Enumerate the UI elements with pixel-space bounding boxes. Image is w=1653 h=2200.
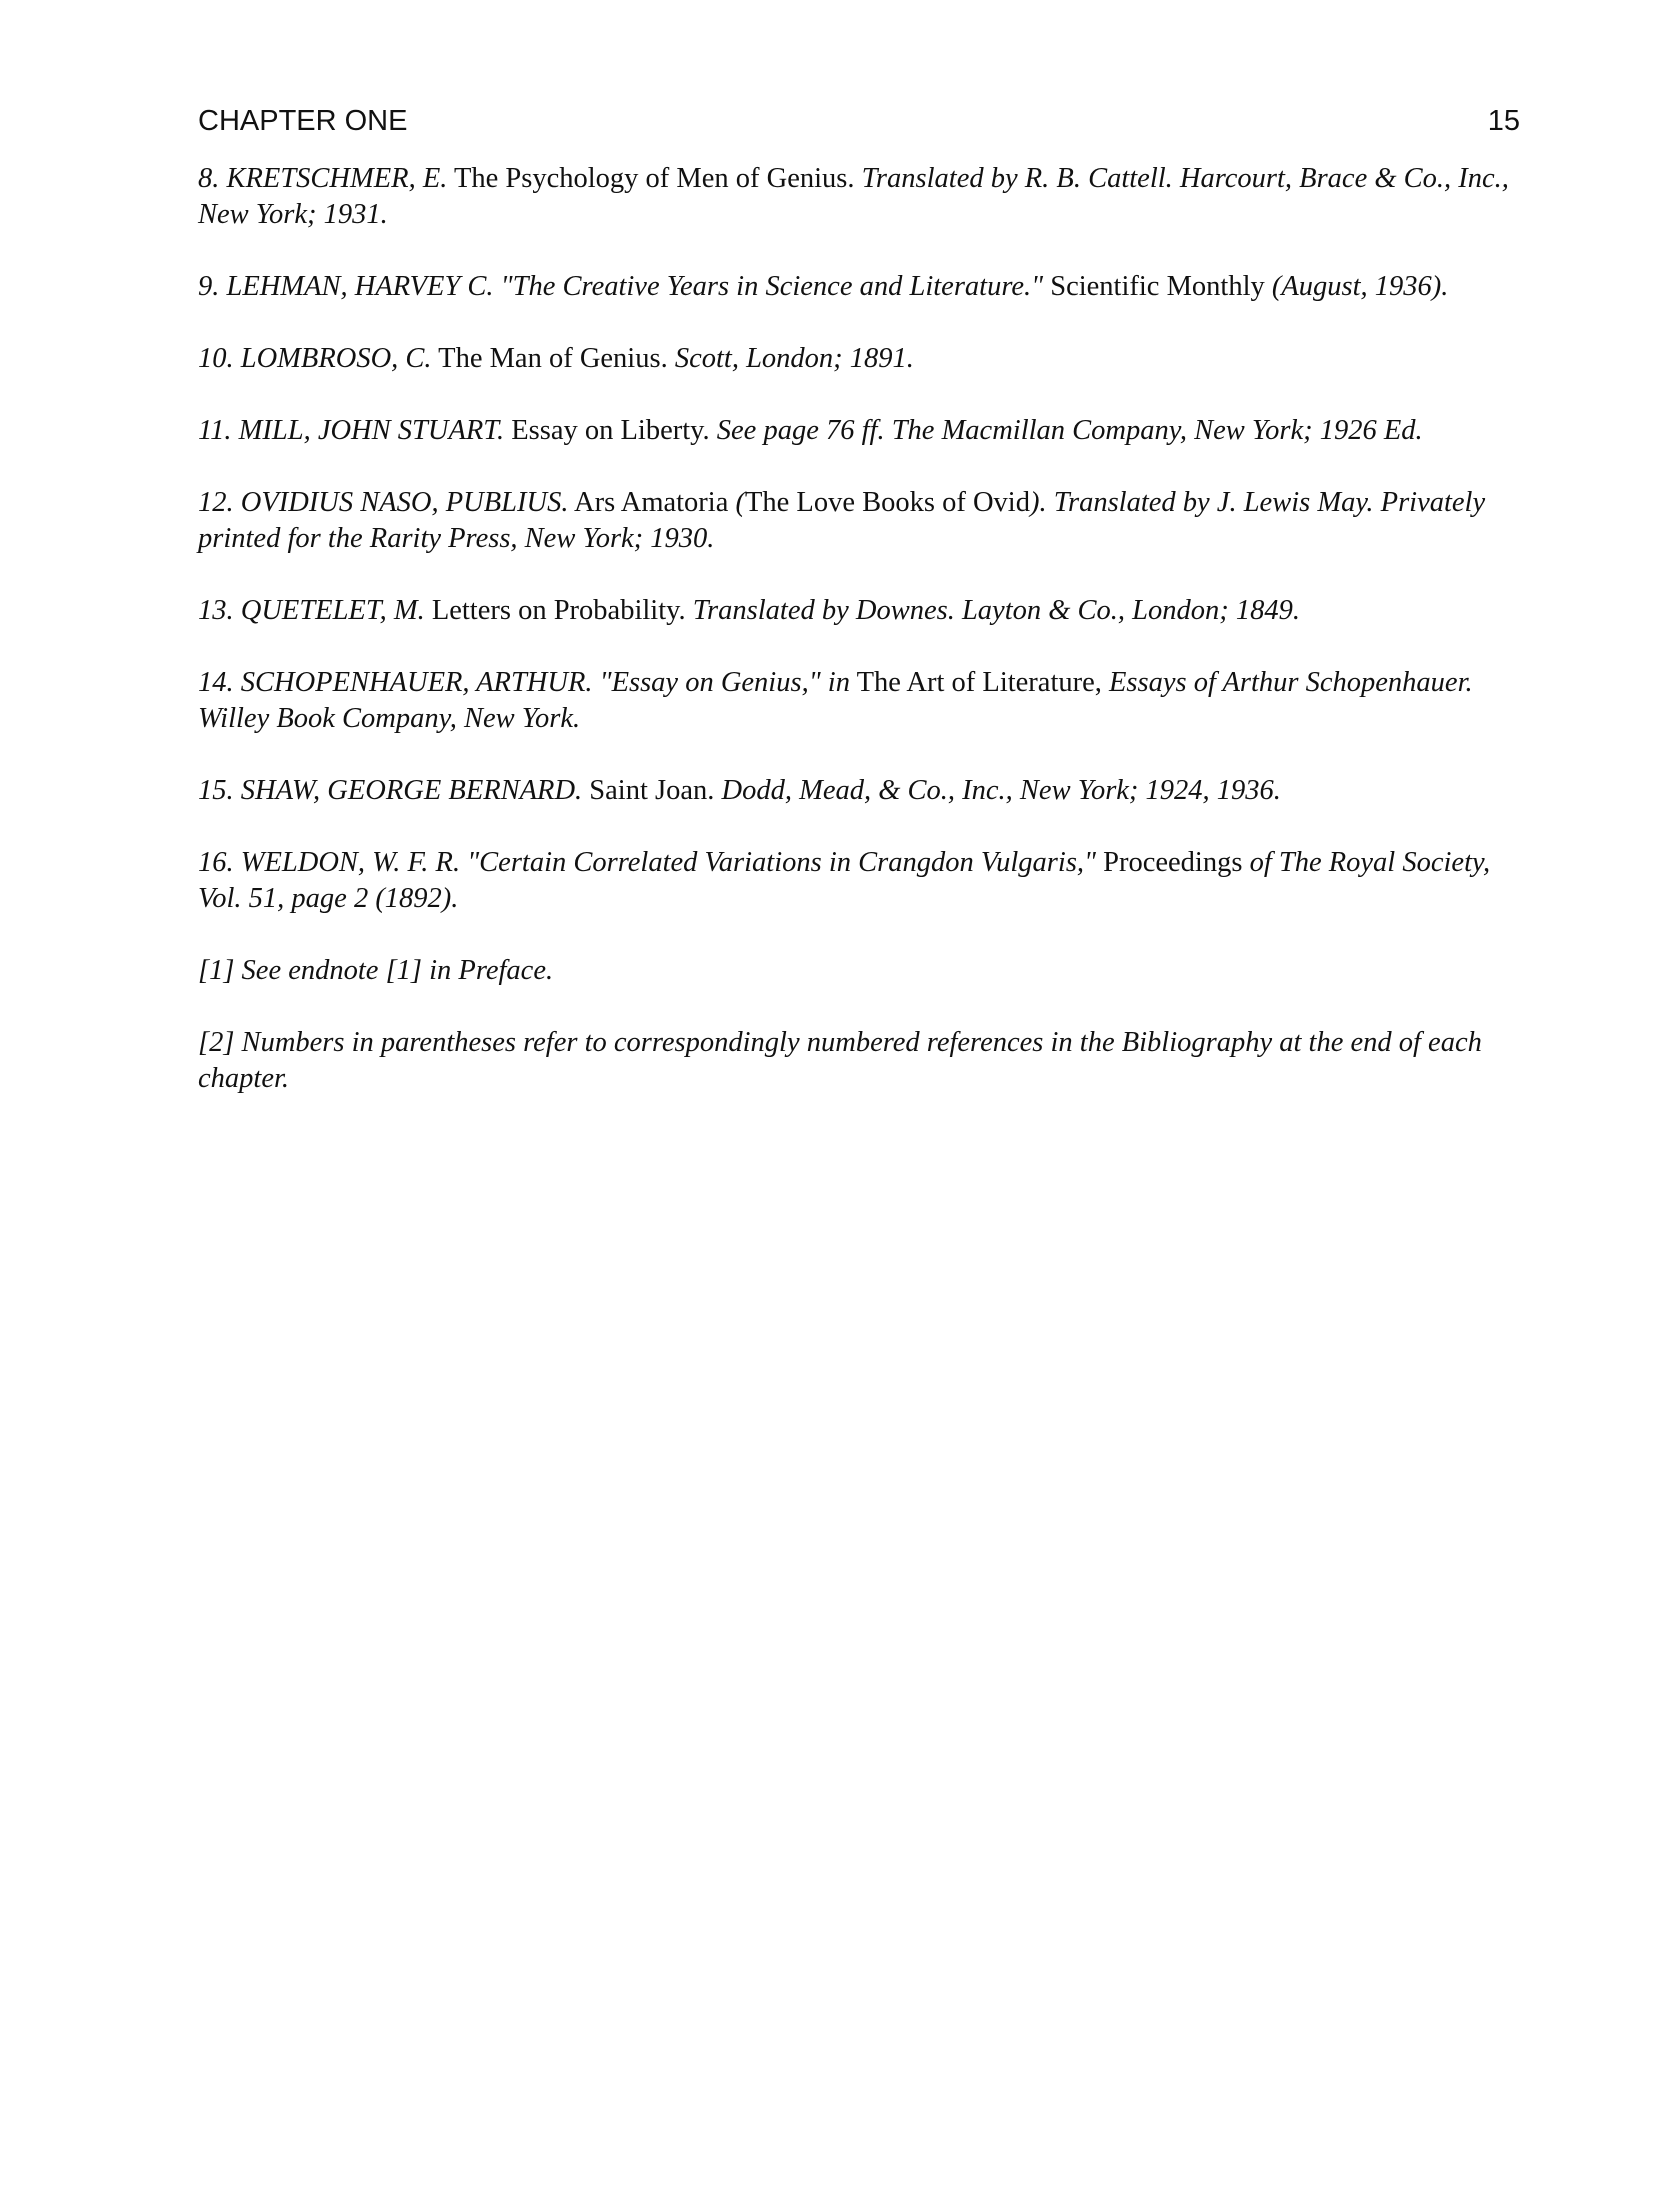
bibliography-entry <box>198 341 1528 377</box>
entry-segment: of The Royal Society, Vol. 51, page 2 (1892). <box>198 847 1491 914</box>
bibliography-entry <box>198 413 1528 449</box>
entry-segment: Essays of Arthur Schopenhauer. Willey Book Company, New York. <box>198 667 1473 734</box>
entry-segment: Proceedings <box>1096 847 1250 878</box>
endnote <box>198 1025 1528 1097</box>
bibliography-entry <box>198 485 1528 557</box>
bibliography-entry <box>198 161 1528 233</box>
entry-segment: 15. SHAW, GEORGE BERNARD. <box>198 775 583 806</box>
entry-segment: Scott, London; 1891. <box>674 343 914 374</box>
entry-segment: Ars Amatoria <box>568 487 736 518</box>
bibliography-list <box>198 161 1528 1133</box>
entry-segment: 10. LOMBROSO, C. <box>198 343 432 374</box>
entry-segment: 8. KRETSCHMER, E. <box>198 163 448 194</box>
entry-segment: ). Translated by J. Lewis May. Privately printed for the Rarity Press, New York; 1930. <box>198 487 1486 554</box>
bibliography-entry <box>198 269 1528 305</box>
entry-segment: 14. SCHOPENHAUER, ARTHUR. "Essay on Genius," in <box>198 667 850 698</box>
endnote <box>198 953 1528 989</box>
entry-segment: (August, 1936). <box>1271 271 1449 302</box>
bibliography-entry <box>198 665 1528 737</box>
entry-segment: Translated by Downes. Layton & Co., London; 1849. <box>692 595 1301 626</box>
entry-segment: 11. MILL, JOHN STUART. <box>198 415 505 446</box>
entry-segment: See page 76 ff. The Macmillan Company, New York; 1926 Ed. <box>716 415 1423 446</box>
entry-segment: Translated by R. B. Cattell. Harcourt, Brace & Co., Inc., New York; 1931. <box>198 163 1509 230</box>
bibliography-entry <box>198 593 1528 629</box>
entry-segment: [1] See endnote [1] in Preface. <box>198 955 554 986</box>
running-header <box>198 101 1520 141</box>
entry-segment: Letters on Probability. <box>424 595 693 626</box>
entry-segment: The Love Books of Ovid <box>745 487 1030 518</box>
bibliography-entry <box>198 845 1528 917</box>
entry-segment: The Psychology of Men of Genius. <box>447 163 862 194</box>
entry-segment: Scientific Monthly <box>1043 271 1272 302</box>
page-number: 15 <box>1487 105 1520 137</box>
chapter-title: CHAPTER ONE <box>198 105 408 137</box>
entry-segment: Saint Joan. <box>582 775 722 806</box>
entry-segment: [2] Numbers in parentheses refer to correspondingly numbered references in the Bibliography at the end of each chapter. <box>198 1027 1482 1094</box>
entry-segment: Dodd, Mead, & Co., Inc., New York; 1924, 1936. <box>721 775 1281 806</box>
entry-segment: The Art of Literature, <box>849 667 1109 698</box>
entry-segment: 9. LEHMAN, HARVEY C. "The Creative Years in Science and Literature." <box>198 271 1044 302</box>
entry-segment: ( <box>735 487 745 518</box>
entry-segment: The Man of Genius. <box>431 343 675 374</box>
entry-segment: Essay on Liberty. <box>504 415 717 446</box>
entry-segment: 13. QUETELET, M. <box>198 595 425 626</box>
entry-segment: 12. OVIDIUS NASO, PUBLIUS. <box>198 487 569 518</box>
bibliography-entry <box>198 773 1528 809</box>
entry-segment: 16. WELDON, W. F. R. "Certain Correlated Variations in Crangdon Vulgaris," <box>198 847 1097 878</box>
